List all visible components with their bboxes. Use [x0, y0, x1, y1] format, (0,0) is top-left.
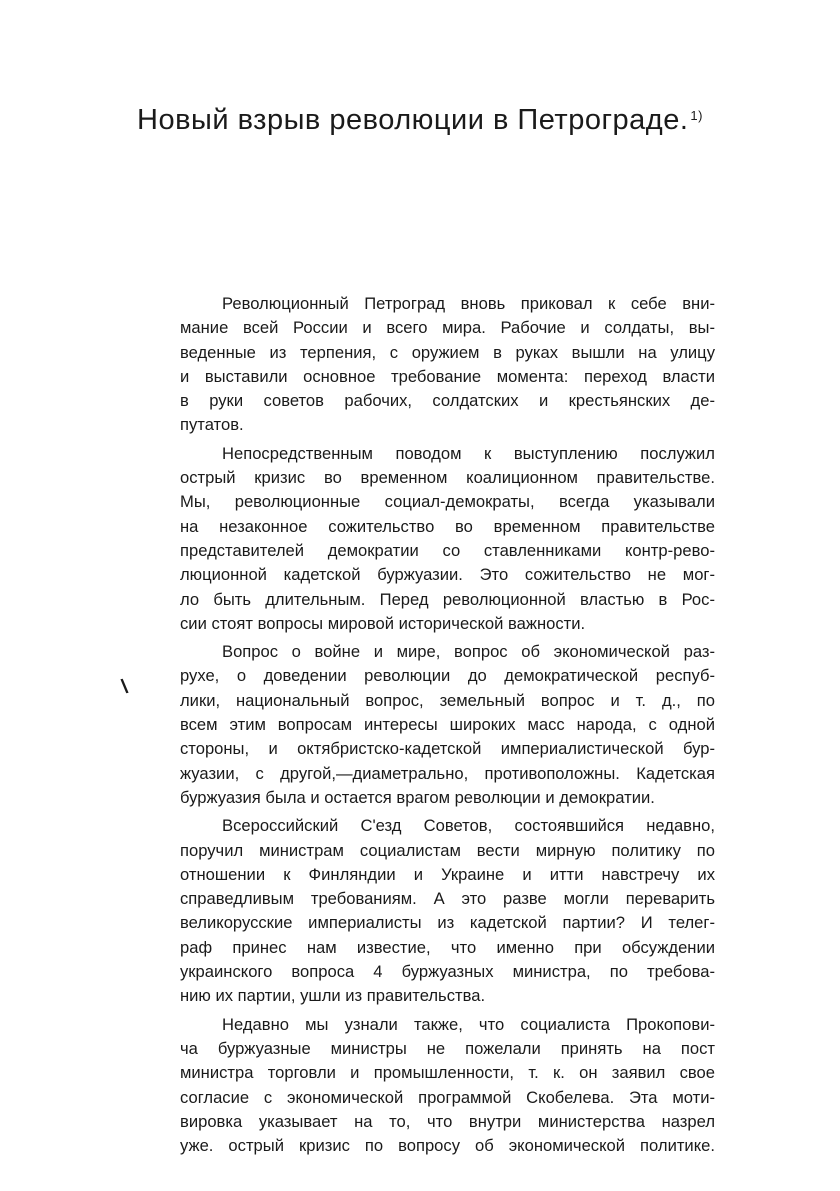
text-line: министра торговли и промышленности, т. к. он заявил свое [180, 1063, 715, 1083]
text-line: поручил министрам социалистам вести мирную политику по [180, 840, 715, 860]
text-line: Мы, революционные социал-демократы, всегда указывали [180, 492, 715, 512]
text-line: рухе, о доведении революции до демократической респуб- [180, 666, 715, 686]
article-body [140, 292, 715, 1162]
text-line: представителей демократии со ставленниками контр-рево- [180, 540, 715, 560]
title-text: Новый взрыв революции в Петрограде. [137, 104, 689, 136]
text-line: лики, национальный вопрос, земельный вопрос и т. д., по [180, 690, 715, 710]
text-line: в руки советов рабочих, солдатских и крестьянских де- [180, 391, 715, 411]
text-line: и выставили основное требование момента: переход власти [180, 366, 715, 386]
text-line: стороны, и октябристско-кадетской империалистической бур- [180, 739, 715, 759]
text-line: уже. острый кризис по вопросу об экономической политике. [180, 1136, 715, 1156]
text-line: острый кризис во временном коалиционном правительстве. [180, 468, 715, 488]
text-line: Непосредственным поводом к выступлению послужил [222, 443, 715, 463]
text-line: украинского вопроса 4 буржуазных министра, по требова- [180, 962, 715, 982]
paragraph [140, 292, 715, 438]
paragraph [140, 442, 715, 636]
text-line: путатов. [180, 415, 244, 435]
text-line: буржуазия была и остается врагом революции и демократии. [180, 787, 655, 807]
text-line: ча буржуазные министры не пожелали принять на пост [180, 1038, 715, 1058]
text-line: ло быть длительным. Перед революционной властью в Рос- [180, 589, 715, 609]
text-line: мание всей России и всего мира. Рабочие и солдаты, вы- [180, 318, 715, 338]
footnote-mark: 1) [690, 108, 703, 123]
text-line: Революционный Петроград вновь приковал к себе вни- [222, 294, 715, 313]
paragraph [140, 814, 715, 1008]
text-line: Вопрос о войне и мире, вопрос об экономической раз- [222, 642, 715, 662]
text-line: люционной кадетской буржуазии. Это сожительство не мог- [180, 565, 715, 585]
page-title [60, 100, 780, 140]
text-line: вировка указывает на то, что внутри министерства назрел [180, 1111, 715, 1131]
text-line: всем этим вопросам интересы широких масс народа, с одной [180, 715, 715, 735]
text-line: веденные из терпения, с оружием в руках вышли на улицу [180, 342, 715, 362]
text-line: великорусские империалисты из кадетской партии? И телег- [180, 913, 715, 933]
text-line: Недавно мы узнали также, что социалиста Прокопови- [222, 1014, 715, 1034]
text-line: Всероссийский С'езд Советов, состоявшийся недавно, [222, 816, 715, 836]
text-line: нию их партии, ушли из правительства. [180, 986, 486, 1006]
text-line: раф принес нам известие, что именно при обсуждении [180, 937, 715, 957]
text-line: отношении к Финляндии и Украине и итти навстречу их [180, 864, 715, 884]
text-line: на незаконное сожительство во временном правительстве [180, 516, 715, 536]
text-line: справедливым требованиям. А это разве могли переварить [180, 889, 715, 909]
text-line: согласие с экономической программой Скобелева. Эта моти- [180, 1087, 715, 1107]
paragraph [140, 1013, 715, 1159]
margin-mark: \ [119, 675, 130, 699]
text-line: жуазии, с другой,—диаметрально, противоположны. Кадетская [180, 763, 715, 783]
paragraph [140, 640, 715, 810]
text-line: сии стоят вопросы мировой исторической важности. [180, 613, 586, 633]
